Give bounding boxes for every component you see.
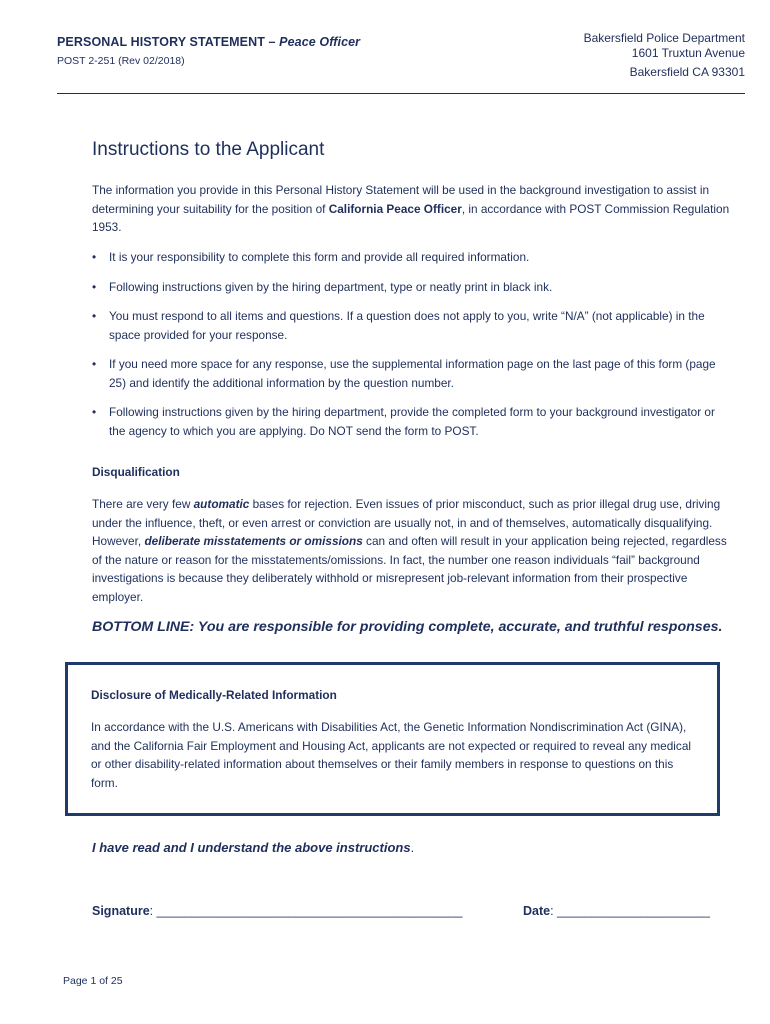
disq-text-2: bases for rejection. Even issues of prior misconduct, such as prior illegal drug use, driving under the influence, theft, or even arrest or conviction are usually not, in and of themselves, automatically disqualifying. However, xyxy=(92,497,721,548)
list-item: • If you need more space for any response, use the supplemental information page on the last page of this form (page 25) and identify the additional information by the question number. xyxy=(92,355,732,392)
signature-field[interactable] xyxy=(92,904,463,918)
acknowledgement-period: . xyxy=(410,840,415,855)
intro-text-b: , in accordance with POST Commission Regulation 1953. xyxy=(92,201,730,234)
department-city: Bakersfield CA 93301 xyxy=(629,65,745,79)
form-title-emphasis: Peace Officer xyxy=(279,35,361,49)
disq-text-1: There are very few xyxy=(92,497,194,511)
list-item: • It is your responsibility to complete this form and provide all required information. xyxy=(92,248,732,267)
disqualification-heading: Disqualification xyxy=(92,465,180,479)
header-divider xyxy=(57,93,745,94)
list-item: • Following instructions given by the hiring department, type or neatly print in black ink. xyxy=(92,278,732,297)
department-address xyxy=(584,31,745,80)
intro-paragraph xyxy=(92,181,732,237)
bottom-line xyxy=(92,619,722,635)
disq-emphasis-misstatements: deliberate misstatements or omissions xyxy=(144,534,363,548)
bottom-line-text: : You are responsible for providing complete, accurate, and truthful responses. xyxy=(189,619,723,635)
signature-label: Signature xyxy=(92,904,150,918)
intro-position: California Peace Officer xyxy=(328,201,462,216)
disclosure-paragraph: In accordance with the U.S. Americans with Disabilities Act, the Genetic Information Nondiscrimination Act (GINA), and the California Fair Employment and Housing Act, applicants are not expected or required to reveal any medical or other disability-related information about themselves or their family members in response to questions on this form. xyxy=(91,720,692,790)
page-number: Page 1 of 25 xyxy=(63,975,123,987)
disclosure-heading: Disclosure of Medically-Related Information xyxy=(91,688,337,702)
department-street: 1601 Truxtun Avenue xyxy=(631,46,745,60)
date-line[interactable]: : ______________________ xyxy=(550,904,710,918)
form-title-main: PERSONAL HISTORY STATEMENT – xyxy=(57,35,280,49)
list-item: • Following instructions given by the hiring department, provide the completed form to your background investigator or the agency to which you are applying. Do NOT send the form to POST. xyxy=(92,403,732,440)
list-item: • You must respond to all items and questions. If a question does not apply to you, write “N/A” (not applicable) in the space provided for your response. xyxy=(92,307,732,344)
acknowledgement-text: I have read and I understand the above instructions xyxy=(92,840,411,855)
signature-line[interactable]: : ____________________________________________ xyxy=(149,904,463,918)
instruction-list xyxy=(92,248,732,451)
form-number: POST 2-251 (Rev 02/2018) xyxy=(57,55,185,67)
form-title xyxy=(57,35,360,49)
disq-emphasis-automatic: automatic xyxy=(193,497,250,511)
page-title: Instructions to the Applicant xyxy=(92,139,325,160)
bottom-line-label: BOTTOM LINE xyxy=(92,619,190,635)
disq-text-3: can and often will result in your application being rejected, regardless of the nature or reason for the misstatements/omissions. In fact, the number one reason individuals “fail” background investigations is because they deliberately withhold or misrepresent job-relevant information from their prospective employer. xyxy=(92,534,727,604)
intro-text-a: The information you provide in this Personal History Statement will be used in the background investigation to assist in determining your suitability for the position of xyxy=(92,183,710,216)
date-label: Date xyxy=(523,904,551,918)
department-name: Bakersfield Police Department xyxy=(583,31,745,45)
disqualification-paragraph xyxy=(92,495,732,606)
date-field[interactable] xyxy=(523,904,710,918)
acknowledgement xyxy=(92,840,414,855)
